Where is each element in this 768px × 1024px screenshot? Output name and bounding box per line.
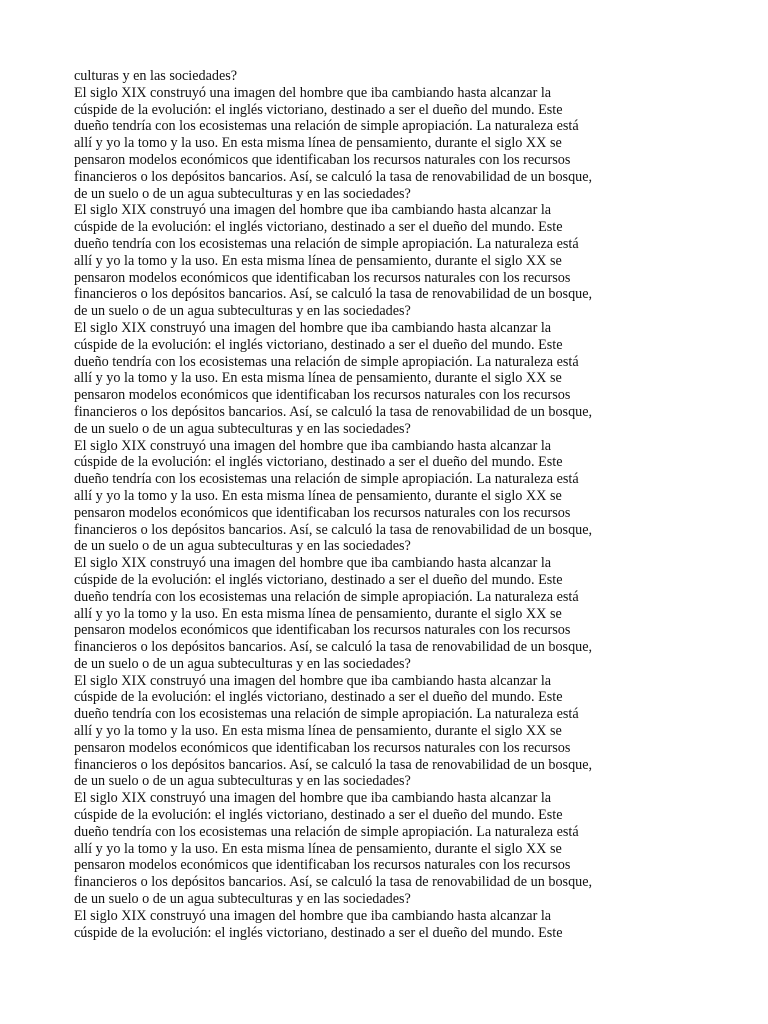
text-line: El siglo XIX construyó una imagen del hombre que iba cambiando hasta alcanzar la <box>74 437 552 454</box>
text-line: cúspide de la evolución: el inglés victoriano, destinado a ser el dueño del mundo. Este <box>74 219 563 236</box>
text-line: dueño tendría con los ecosistemas una relación de simple apropiación. La naturaleza está <box>74 588 579 605</box>
text-line: financieros o los depósitos bancarios. Así, se calculó la tasa de renovabilidad de un bosque, <box>74 403 593 420</box>
text-line: financieros o los depósitos bancarios. Así, se calculó la tasa de renovabilidad de un bosque, <box>74 168 593 185</box>
text-line: allí y yo la tomo y la uso. En esta misma línea de pensamiento, durante el siglo XX se <box>74 135 562 152</box>
text-line: de un suelo o de un agua subteculturas y en las sociedades? <box>74 420 411 437</box>
body-text <box>74 68 704 941</box>
text-line: El siglo XIX construyó una imagen del hombre que iba cambiando hasta alcanzar la <box>74 790 552 807</box>
text-line: El siglo XIX construyó una imagen del hombre que iba cambiando hasta alcanzar la <box>74 202 552 219</box>
text-line: cúspide de la evolución: el inglés victoriano, destinado a ser el dueño del mundo. Este <box>74 454 563 471</box>
text-line: cúspide de la evolución: el inglés victoriano, destinado a ser el dueño del mundo. Este <box>74 336 563 353</box>
text-line: pensaron modelos económicos que identificaban los recursos naturales con los recursos <box>74 387 571 404</box>
text-line: dueño tendría con los ecosistemas una relación de simple apropiación. La naturaleza está <box>74 706 579 723</box>
text-line: financieros o los depósitos bancarios. Así, se calculó la tasa de renovabilidad de un bosque, <box>74 756 593 773</box>
text-line: financieros o los depósitos bancarios. Así, se calculó la tasa de renovabilidad de un bosque, <box>74 639 593 656</box>
text-line: cúspide de la evolución: el inglés victoriano, destinado a ser el dueño del mundo. Este <box>74 689 563 706</box>
text-line: pensaron modelos económicos que identificaban los recursos naturales con los recursos <box>74 857 571 874</box>
text-line: cúspide de la evolución: el inglés victoriano, destinado a ser el dueño del mundo. Este <box>74 924 563 941</box>
text-line: El siglo XIX construyó una imagen del hombre que iba cambiando hasta alcanzar la <box>74 84 552 101</box>
text-line: allí y yo la tomo y la uso. En esta misma línea de pensamiento, durante el siglo XX se <box>74 840 562 857</box>
text-line: allí y yo la tomo y la uso. En esta misma línea de pensamiento, durante el siglo XX se <box>74 605 562 622</box>
text-line: pensaron modelos económicos que identificaban los recursos naturales con los recursos <box>74 151 571 168</box>
text-line: financieros o los depósitos bancarios. Así, se calculó la tasa de renovabilidad de un bosque, <box>74 521 593 538</box>
text-line: cúspide de la evolución: el inglés victoriano, destinado a ser el dueño del mundo. Este <box>74 101 563 118</box>
text-line: cúspide de la evolución: el inglés victoriano, destinado a ser el dueño del mundo. Este <box>74 571 563 588</box>
text-line: dueño tendría con los ecosistemas una relación de simple apropiación. La naturaleza está <box>74 823 579 840</box>
text-line: El siglo XIX construyó una imagen del hombre que iba cambiando hasta alcanzar la <box>74 907 552 924</box>
text-line: pensaron modelos económicos que identificaban los recursos naturales con los recursos <box>74 739 571 756</box>
text-line: El siglo XIX construyó una imagen del hombre que iba cambiando hasta alcanzar la <box>74 319 552 336</box>
text-line: dueño tendría con los ecosistemas una relación de simple apropiación. La naturaleza está <box>74 353 579 370</box>
text-line: de un suelo o de un agua subteculturas y en las sociedades? <box>74 303 411 320</box>
text-line: El siglo XIX construyó una imagen del hombre que iba cambiando hasta alcanzar la <box>74 672 552 689</box>
text-line: pensaron modelos económicos que identificaban los recursos naturales con los recursos <box>74 504 571 521</box>
text-line: de un suelo o de un agua subteculturas y en las sociedades? <box>74 891 411 908</box>
text-line: dueño tendría con los ecosistemas una relación de simple apropiación. La naturaleza está <box>74 471 579 488</box>
text-line: de un suelo o de un agua subteculturas y en las sociedades? <box>74 655 411 672</box>
text-line: dueño tendría con los ecosistemas una relación de simple apropiación. La naturaleza está <box>74 118 579 135</box>
text-line: allí y yo la tomo y la uso. En esta misma línea de pensamiento, durante el siglo XX se <box>74 487 562 504</box>
text-line: allí y yo la tomo y la uso. En esta misma línea de pensamiento, durante el siglo XX se <box>74 370 562 387</box>
text-line: culturas y en las sociedades? <box>74 68 238 84</box>
text-line: allí y yo la tomo y la uso. En esta misma línea de pensamiento, durante el siglo XX se <box>74 252 562 269</box>
text-line: pensaron modelos económicos que identificaban los recursos naturales con los recursos <box>74 269 571 286</box>
text-line: dueño tendría con los ecosistemas una relación de simple apropiación. La naturaleza está <box>74 235 579 252</box>
document-page <box>74 68 704 941</box>
text-line: allí y yo la tomo y la uso. En esta misma línea de pensamiento, durante el siglo XX se <box>74 723 562 740</box>
text-line: de un suelo o de un agua subteculturas y en las sociedades? <box>74 773 411 790</box>
text-line: de un suelo o de un agua subteculturas y en las sociedades? <box>74 538 411 555</box>
text-line: financieros o los depósitos bancarios. Así, se calculó la tasa de renovabilidad de un bosque, <box>74 874 593 891</box>
text-line: de un suelo o de un agua subteculturas y en las sociedades? <box>74 185 411 202</box>
text-line: El siglo XIX construyó una imagen del hombre que iba cambiando hasta alcanzar la <box>74 555 552 572</box>
text-line: pensaron modelos económicos que identificaban los recursos naturales con los recursos <box>74 622 571 639</box>
text-line: cúspide de la evolución: el inglés victoriano, destinado a ser el dueño del mundo. Este <box>74 807 563 824</box>
text-line: financieros o los depósitos bancarios. Así, se calculó la tasa de renovabilidad de un bosque, <box>74 286 593 303</box>
